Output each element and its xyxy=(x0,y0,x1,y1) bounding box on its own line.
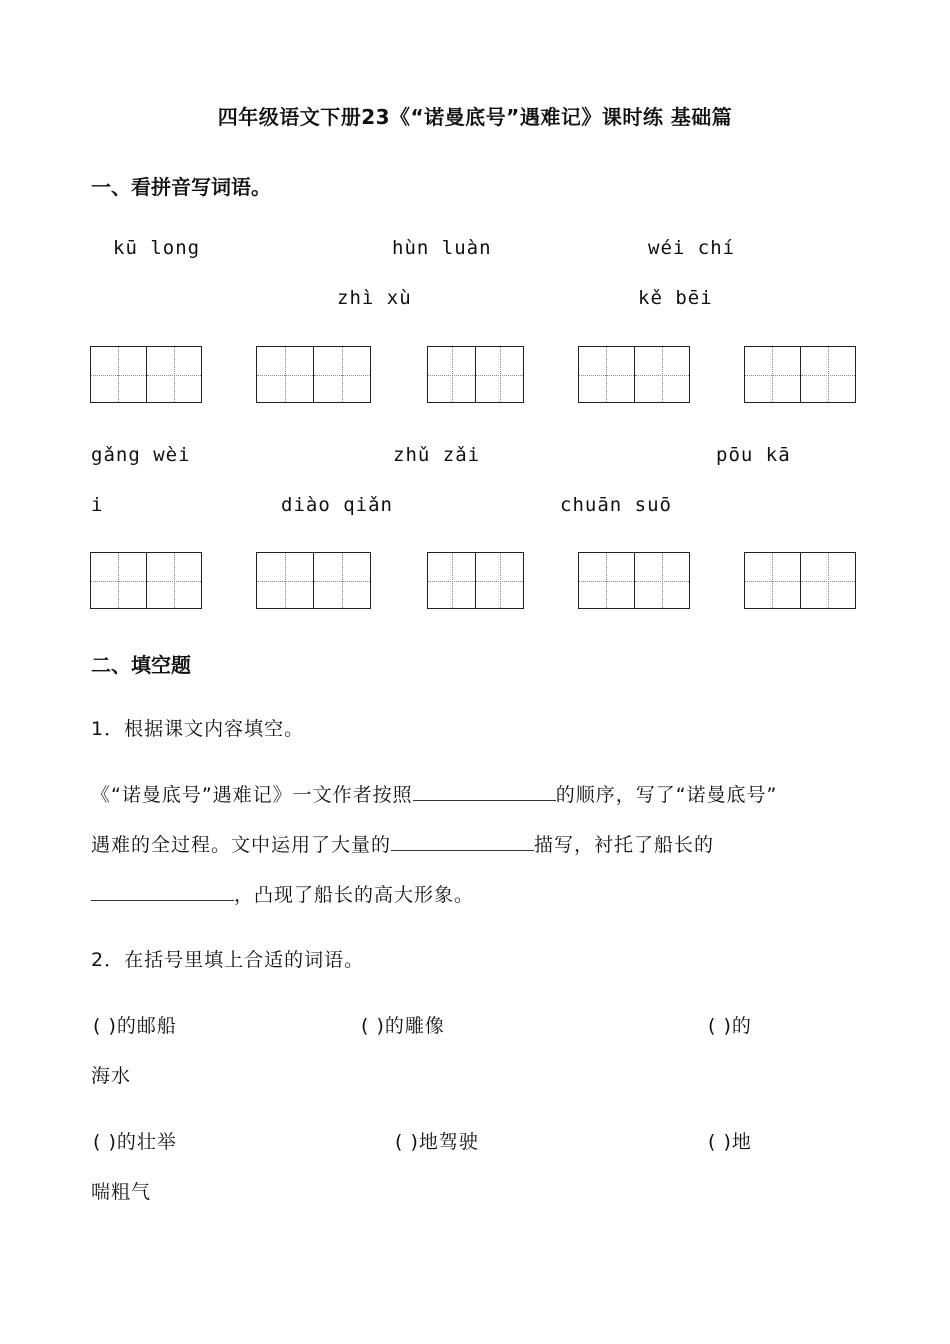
pinyin-kebei: kě bēi xyxy=(638,287,713,309)
q2-item[interactable]: ( )的 xyxy=(708,1015,752,1037)
writing-grid[interactable] xyxy=(427,552,524,609)
pinyin-hunluan: hùn luàn xyxy=(392,237,492,259)
pinyin-kulong: kū long xyxy=(113,237,201,259)
q2-item-wrap: 喘粗气 xyxy=(91,1181,152,1203)
q1-blank-1[interactable] xyxy=(413,782,556,801)
pinyin-pouka: pōu kā xyxy=(716,444,791,466)
writing-grid[interactable] xyxy=(427,346,524,403)
writing-grid[interactable] xyxy=(256,552,371,609)
writing-grid[interactable] xyxy=(578,552,690,609)
pinyin-chuansuo: chuān suō xyxy=(560,494,672,516)
q2-item[interactable]: ( )的壮举 xyxy=(93,1131,177,1153)
writing-grid[interactable] xyxy=(90,346,202,403)
writing-grid[interactable] xyxy=(744,552,856,609)
q2-item[interactable]: ( )的雕像 xyxy=(361,1015,445,1037)
question-1-label: 1．根据课文内容填空。 xyxy=(91,718,305,740)
pinyin-diaoqian: diào qiǎn xyxy=(281,494,393,516)
q1-text-1: 《“诺曼底号”遇难记》一文作者按照 xyxy=(91,784,413,806)
pinyin-zhixu: zhì xù xyxy=(337,287,412,309)
q1-text-4: 描写，衬托了船长的 xyxy=(534,834,715,856)
q1-blank-2[interactable] xyxy=(391,832,534,851)
question-1-line-2 xyxy=(91,830,714,857)
writing-grid[interactable] xyxy=(90,552,202,609)
q2-item[interactable]: ( )地 xyxy=(708,1131,752,1153)
pinyin-i: i xyxy=(91,494,104,516)
q2-item-wrap: 海水 xyxy=(91,1065,132,1087)
writing-grid[interactable] xyxy=(578,346,690,403)
pinyin-weichi: wéi chí xyxy=(648,237,736,259)
writing-grid[interactable] xyxy=(744,346,856,403)
q1-blank-3[interactable] xyxy=(91,882,234,901)
writing-grid[interactable] xyxy=(256,346,371,403)
question-2-label: 2．在括号里填上合适的词语。 xyxy=(91,949,365,971)
q2-item[interactable]: ( )的邮船 xyxy=(93,1015,177,1037)
q1-text-2: 的顺序，写了“诺曼底号” xyxy=(555,784,778,806)
q1-text-5: ，凸现了船长的高大形象。 xyxy=(234,884,475,906)
question-1-line-1 xyxy=(91,780,777,807)
page-title: 四年级语文下册23《“诺曼底号”遇难记》课时练 基础篇 xyxy=(217,105,733,129)
section-1-heading: 一、看拼音写词语。 xyxy=(91,175,271,199)
q2-item[interactable]: ( )地驾驶 xyxy=(395,1131,479,1153)
section-2-heading: 二、填空题 xyxy=(91,653,191,677)
pinyin-zhuzai: zhǔ zǎi xyxy=(393,444,481,466)
question-1-line-3 xyxy=(91,880,474,907)
pinyin-gangwei: gǎng wèi xyxy=(91,444,191,466)
q1-text-3: 遇难的全过程。文中运用了大量的 xyxy=(91,834,392,856)
